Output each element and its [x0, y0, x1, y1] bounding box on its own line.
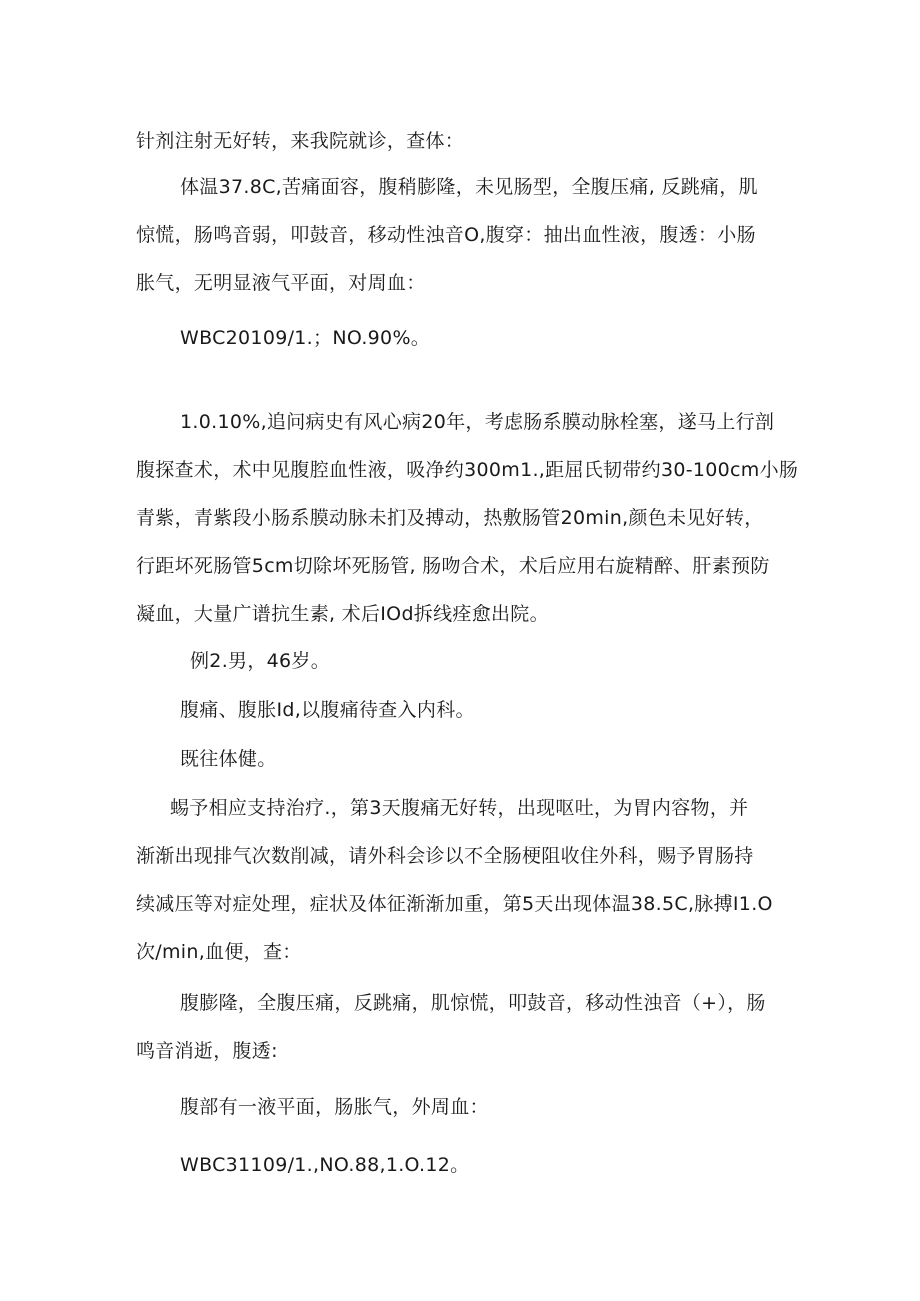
paragraph-2 — [136, 163, 796, 307]
text-line: 鸣音消逝，腹透: — [136, 1040, 278, 1062]
paragraph-3 — [136, 314, 796, 362]
paragraph-7 — [136, 735, 796, 783]
text-line: 行距坏死肠管5cm切除坏死肠管, 肠吻合术，术后应用右旋精醉、肝素预防 — [136, 555, 770, 577]
text-line: 针剂注射无好转，来我院就诊，查体： — [136, 130, 465, 152]
text-line: 例2.男，46岁。 — [190, 650, 331, 672]
text-line: 惊慌，肠鸣音弱，叩鼓音，移动性浊音O,腹穿：抽出血性液，腹透：小肠 — [136, 224, 756, 246]
text-line: WBC31109/1.,NO.88,1.O.12。 — [180, 1154, 470, 1176]
paragraph-10 — [136, 1083, 796, 1131]
text-line: 凝血，大量广谱抗生素, 术后IOd拆线痊愈出院。 — [136, 603, 549, 625]
text-line: 青紫，青紫段小肠系膜动脉未扪及搏动，热敷肠管20min,颜色未见好转， — [136, 507, 764, 529]
paragraph-1 — [136, 117, 796, 165]
text-line: 既往体健。 — [180, 748, 277, 770]
text-line: 腹膨隆，全腹压痛，反跳痛，肌惊慌，叩鼓音，移动性浊音（+），肠 — [180, 992, 766, 1014]
text-line: 次/min,血便，查： — [136, 941, 302, 963]
text-line: 腹部有一液平面，肠胀气，外周血： — [180, 1096, 489, 1118]
paragraph-6 — [136, 686, 796, 734]
text-line: 腹探查术，术中见腹腔血性液，吸净约300m1.,距屈氏韧带约30-100cm小肠 — [136, 459, 799, 481]
paragraph-5 — [136, 637, 796, 685]
text-line: 体温37.8C,苦痛面容，腹稍膨隆，未见肠型，全腹压痛, 反跳痛，肌 — [180, 176, 758, 198]
paragraph-9 — [136, 979, 796, 1075]
paragraph-4 — [136, 398, 799, 638]
text-line: WBC20109/1.；NO.90%。 — [180, 327, 431, 349]
text-line: 渐渐出现排气次数削减，请外科会诊以不全肠梗阻收住外科，赐予胃肠持 — [136, 845, 754, 867]
text-line: 蜴予相应支持治疗.，第3天腹痛无好转，出现呕吐，为胃内容物，并 — [170, 797, 749, 819]
paragraph-11 — [136, 1141, 796, 1189]
paragraph-8 — [136, 784, 796, 976]
text-line: 续减压等对症处理，症状及体征渐渐加重，第5天出现体温38.5C,脉搏I1.O — [136, 893, 773, 915]
text-line: 1.0.10%,追问病史有风心病20年，考虑肠系膜动脉栓塞，遂马上行剖 — [180, 411, 775, 433]
text-line: 腹痛、腹胀Id,以腹痛待查入内科。 — [180, 699, 475, 721]
text-line: 胀气，无明显液气平面，对周血： — [136, 272, 426, 294]
